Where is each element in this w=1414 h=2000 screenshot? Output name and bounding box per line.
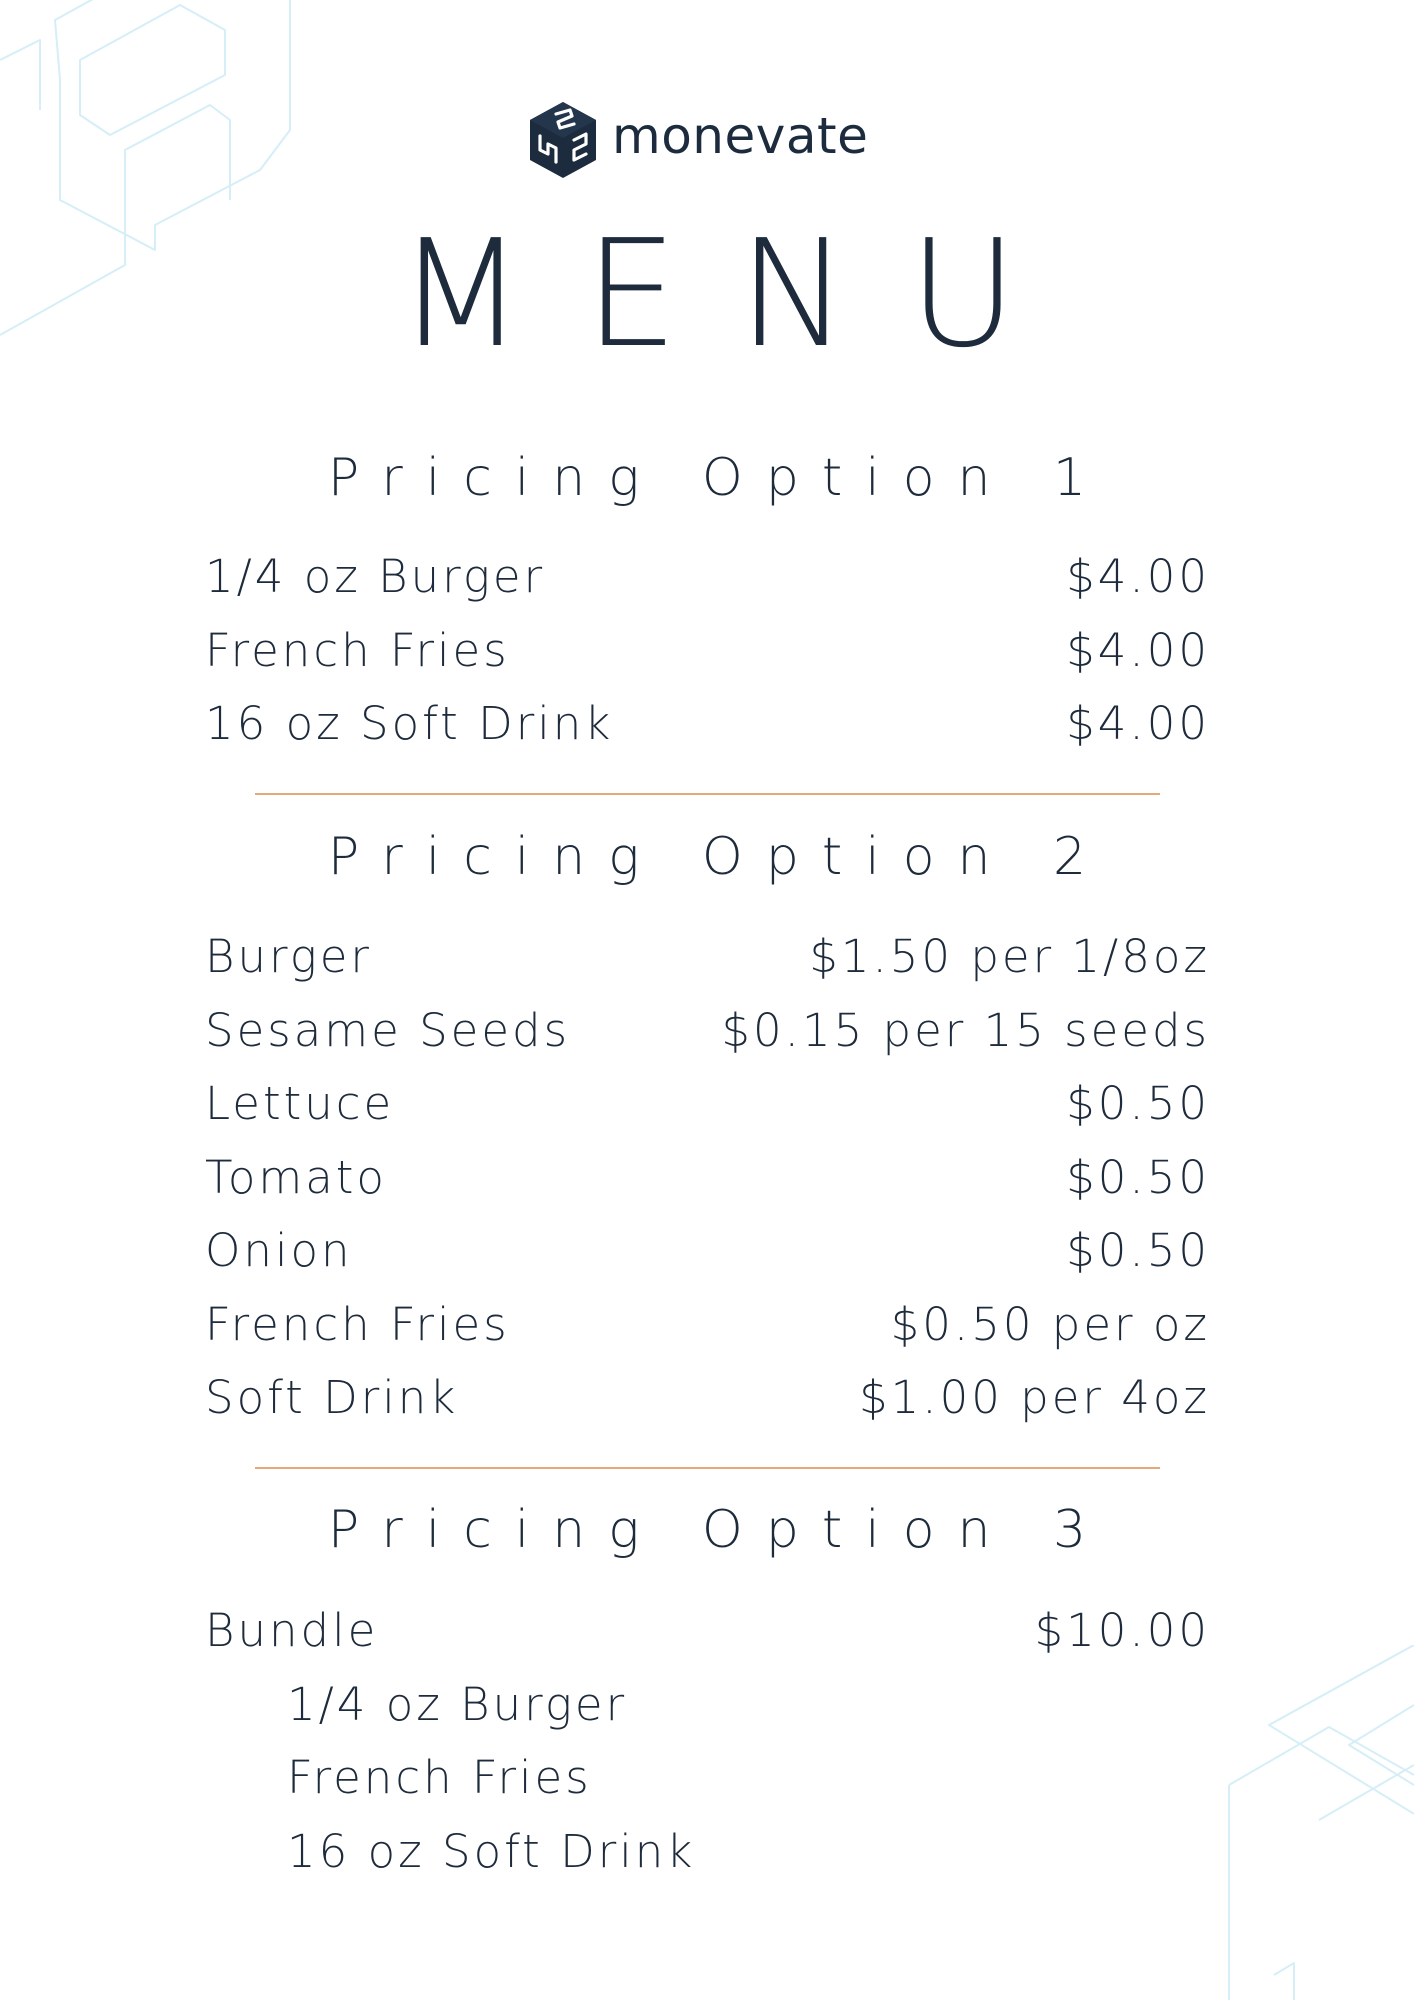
menu-item bbox=[205, 1594, 1210, 1668]
item-name: French Fries bbox=[205, 623, 510, 677]
menu-title: MENU bbox=[396, 208, 1078, 380]
item-name: 16 oz Soft Drink bbox=[287, 1824, 696, 1878]
section-divider bbox=[255, 793, 1160, 795]
section-divider bbox=[255, 1467, 1160, 1469]
menu-item bbox=[205, 687, 1210, 761]
pricing-option-3-items bbox=[205, 1594, 1210, 1888]
menu-item bbox=[205, 1214, 1210, 1288]
item-price: $0.50 per oz bbox=[890, 1297, 1210, 1351]
brand-logo bbox=[528, 100, 868, 180]
menu-item bbox=[205, 614, 1210, 688]
section-title-pricing-option-1: Pricing Option 1 bbox=[327, 448, 1110, 508]
item-name: Onion bbox=[205, 1224, 353, 1277]
menu-item bbox=[205, 920, 1210, 994]
item-price: $0.15 per 15 seeds bbox=[721, 1003, 1210, 1057]
item-name: Sesame Seeds bbox=[205, 1003, 571, 1057]
item-name: Bundle bbox=[205, 1604, 379, 1657]
bundle-subitem bbox=[205, 1741, 1210, 1815]
item-price: $0.50 bbox=[1066, 1224, 1210, 1277]
menu-item bbox=[205, 994, 1210, 1068]
item-price: $10.00 bbox=[1034, 1604, 1210, 1657]
menu-item bbox=[205, 540, 1210, 614]
item-name: French Fries bbox=[287, 1751, 592, 1804]
item-name: French Fries bbox=[205, 1297, 510, 1351]
cube-logo-icon bbox=[528, 100, 598, 180]
item-name: Soft Drink bbox=[205, 1371, 459, 1424]
menu-item bbox=[205, 1067, 1210, 1141]
item-name: 16 oz Soft Drink bbox=[205, 697, 614, 750]
pricing-option-1-items bbox=[205, 540, 1210, 761]
item-name: Burger bbox=[205, 930, 372, 983]
pricing-option-2-items bbox=[205, 920, 1210, 1435]
item-price: $4.00 bbox=[1066, 550, 1210, 603]
item-name: Tomato bbox=[205, 1150, 387, 1204]
item-price: $0.50 bbox=[1066, 1077, 1210, 1130]
section-title-pricing-option-3: Pricing Option 3 bbox=[327, 1500, 1110, 1560]
item-price: $4.00 bbox=[1066, 697, 1210, 750]
item-name: Lettuce bbox=[205, 1077, 395, 1130]
bundle-subitem bbox=[205, 1668, 1210, 1742]
item-name: 1/4 oz Burger bbox=[287, 1677, 628, 1731]
brand-name: monevate bbox=[612, 107, 869, 165]
menu-item bbox=[205, 1288, 1210, 1362]
menu-item bbox=[205, 1141, 1210, 1215]
bundle-subitem bbox=[205, 1815, 1210, 1889]
item-price: $1.00 per 4oz bbox=[859, 1371, 1210, 1424]
menu-item bbox=[205, 1361, 1210, 1435]
item-name: 1/4 oz Burger bbox=[205, 550, 546, 603]
item-price: $4.00 bbox=[1066, 623, 1210, 677]
item-price: $1.50 per 1/8oz bbox=[809, 930, 1210, 983]
item-price: $0.50 bbox=[1066, 1150, 1210, 1204]
section-title-pricing-option-2: Pricing Option 2 bbox=[327, 827, 1110, 887]
